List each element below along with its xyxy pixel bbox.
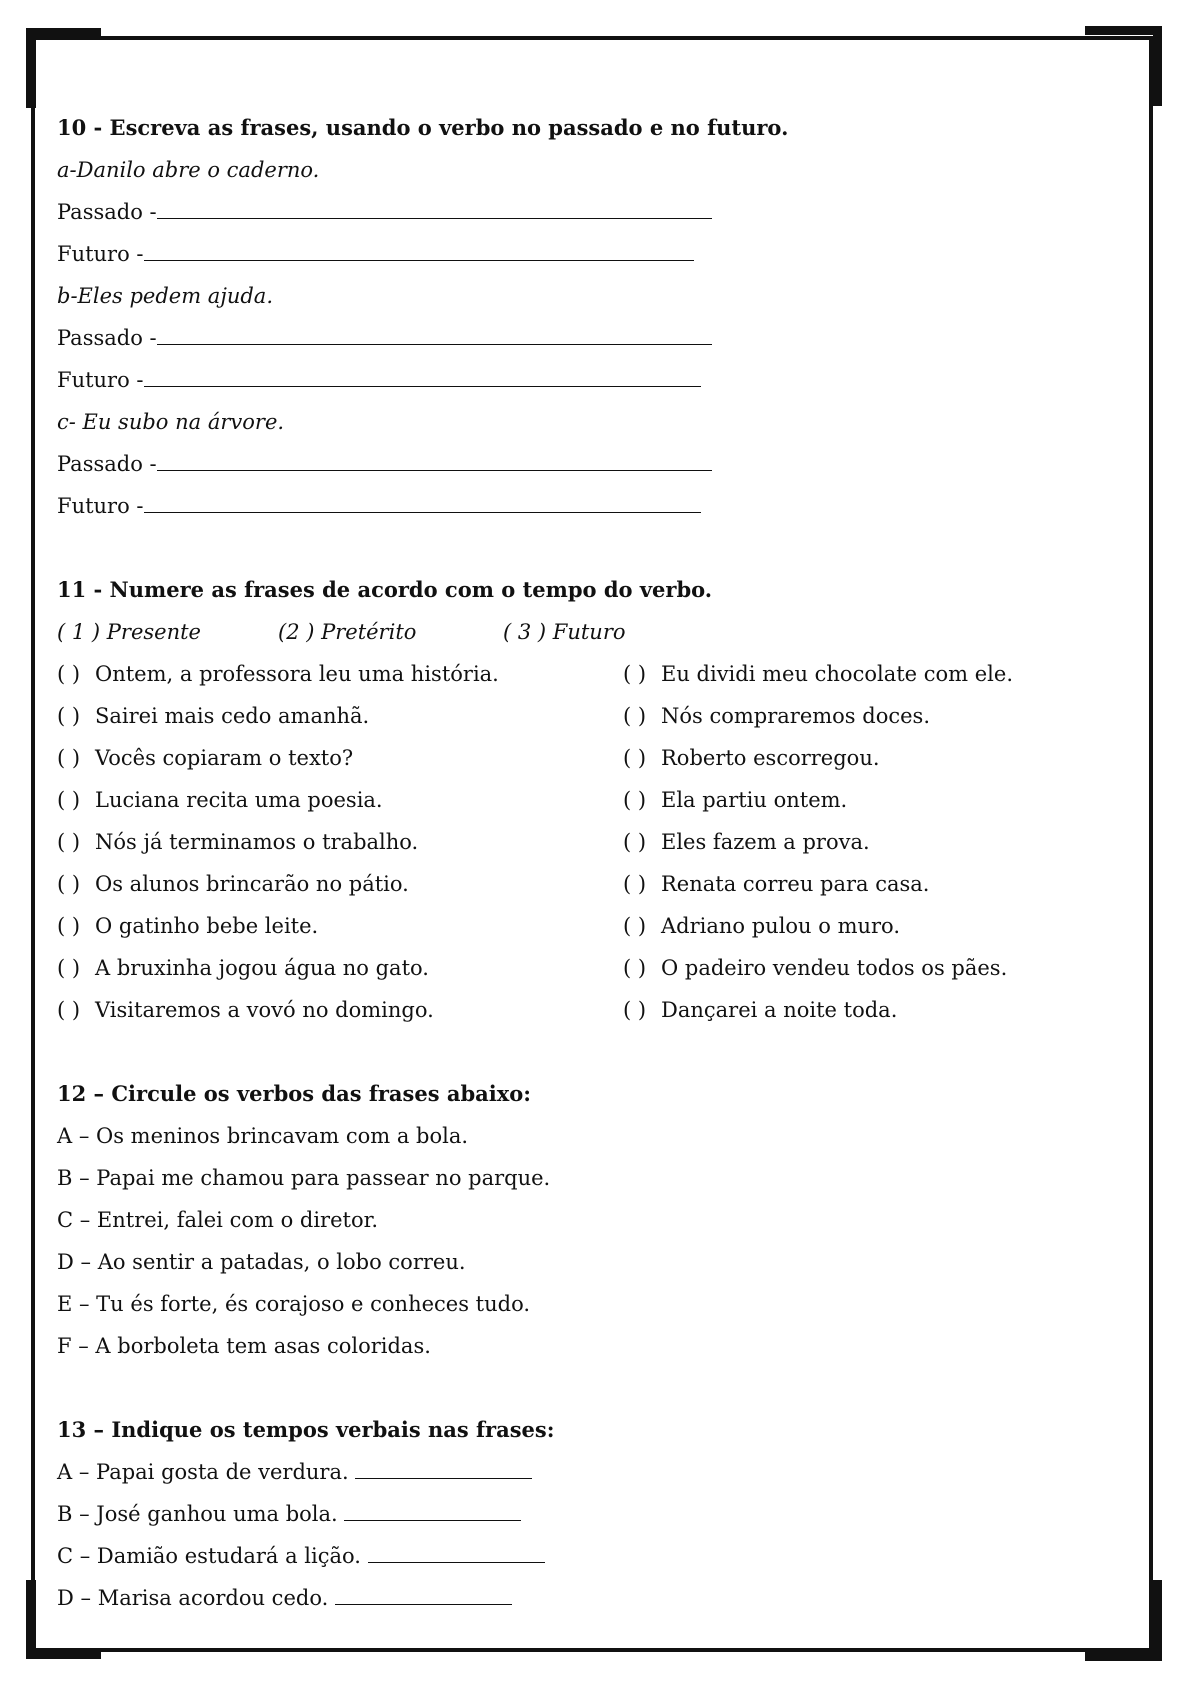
q13-item-c <box>57 1543 545 1569</box>
q11-right-item <box>623 703 930 729</box>
q11-right-item <box>623 787 847 813</box>
q11-title: 11 - Numere as frases de acordo com o tempo do verbo. <box>57 577 713 602</box>
q13-title: 13 – Indique os tempos verbais nas frases: <box>57 1417 555 1442</box>
q10-c-futuro <box>57 493 701 519</box>
q13-text: D – Marisa acordou cedo. <box>57 1586 329 1610</box>
passado-label: Passado - <box>57 326 157 350</box>
q11-legend-futuro: ( 3 ) Futuro <box>503 620 626 644</box>
q10-a-futuro <box>57 241 694 267</box>
answer-blank[interactable] <box>344 1502 521 1521</box>
q12-item: B – Papai me chamou para passear no parque. <box>57 1166 551 1190</box>
q10-sentence-c: c- Eu subo na árvore. <box>57 410 285 434</box>
q10-sentence-b: b-Eles pedem ajuda. <box>57 284 273 308</box>
q11-sentence: Sairei mais cedo amanhã. <box>95 704 370 728</box>
answer-parens[interactable]: ( ) <box>57 662 81 686</box>
q12-title: 12 – Circule os verbos das frases abaixo: <box>57 1081 531 1106</box>
q11-right-item <box>623 661 1013 687</box>
corner-mark <box>26 1580 36 1659</box>
q13-item-d <box>57 1585 512 1611</box>
q13-item-a <box>57 1459 532 1485</box>
q11-sentence: Eu dividi meu chocolate com ele. <box>661 662 1013 686</box>
answer-parens[interactable]: ( ) <box>57 872 81 896</box>
q11-sentence: Os alunos brincarão no pátio. <box>95 872 409 896</box>
corner-mark <box>1153 26 1162 106</box>
answer-parens[interactable]: ( ) <box>623 998 647 1022</box>
q11-left-item <box>57 955 429 981</box>
q11-sentence: Nós compraremos doces. <box>661 704 930 728</box>
answer-parens[interactable]: ( ) <box>57 746 81 770</box>
q11-legend-presente: ( 1 ) Presente <box>57 620 201 644</box>
q11-right-item <box>623 955 1007 981</box>
answer-parens[interactable]: ( ) <box>623 914 647 938</box>
q11-right-item <box>623 829 870 855</box>
answer-blank[interactable] <box>144 368 701 387</box>
q13-text: C – Damião estudará a lição. <box>57 1544 361 1568</box>
answer-parens[interactable]: ( ) <box>623 704 647 728</box>
answer-parens[interactable]: ( ) <box>623 788 647 812</box>
q11-left-item <box>57 745 353 771</box>
corner-mark <box>26 28 36 108</box>
answer-blank[interactable] <box>368 1544 545 1563</box>
q12-item: E – Tu és forte, és corajoso e conheces tudo. <box>57 1292 531 1316</box>
q13-text: B – José ganhou uma bola. <box>57 1502 338 1526</box>
answer-blank[interactable] <box>157 326 712 345</box>
answer-blank[interactable] <box>157 452 712 471</box>
answer-parens[interactable]: ( ) <box>623 662 647 686</box>
q11-sentence: A bruxinha jogou água no gato. <box>95 956 429 980</box>
q11-left-item <box>57 829 418 855</box>
q11-left-item <box>57 703 369 729</box>
q11-sentence: Adriano pulou o muro. <box>661 914 900 938</box>
q11-left-item <box>57 871 409 897</box>
answer-blank[interactable] <box>335 1586 512 1605</box>
q11-sentence: Dançarei a noite toda. <box>661 998 898 1022</box>
answer-parens[interactable]: ( ) <box>57 830 81 854</box>
answer-parens[interactable]: ( ) <box>57 704 81 728</box>
q11-sentence: Nós já terminamos o trabalho. <box>95 830 419 854</box>
futuro-label: Futuro - <box>57 368 144 392</box>
passado-label: Passado - <box>57 452 157 476</box>
q10-b-passado <box>57 325 712 351</box>
answer-parens[interactable]: ( ) <box>57 788 81 812</box>
q11-sentence: Roberto escorregou. <box>661 746 880 770</box>
q10-c-passado <box>57 451 712 477</box>
corner-mark <box>1085 1652 1162 1661</box>
q11-legend-preterito: (2 ) Pretérito <box>278 620 417 644</box>
q11-sentence: O gatinho bebe leite. <box>95 914 319 938</box>
corner-mark <box>1153 1580 1162 1661</box>
q11-left-item <box>57 913 318 939</box>
q12-item: C – Entrei, falei com o diretor. <box>57 1208 378 1232</box>
q11-sentence: Luciana recita uma poesia. <box>95 788 383 812</box>
q11-right-item <box>623 997 897 1023</box>
corner-mark <box>26 28 101 37</box>
answer-parens[interactable]: ( ) <box>623 830 647 854</box>
q11-sentence: Visitaremos a vovó no domingo. <box>95 998 434 1022</box>
answer-blank[interactable] <box>144 494 701 513</box>
q10-a-passado <box>57 199 712 225</box>
q11-sentence: Renata correu para casa. <box>661 872 930 896</box>
q11-right-item <box>623 913 900 939</box>
q10-sentence-a: a-Danilo abre o caderno. <box>57 158 320 182</box>
answer-blank[interactable] <box>144 242 694 261</box>
q11-sentence: Vocês copiaram o texto? <box>95 746 354 770</box>
q10-b-futuro <box>57 367 701 393</box>
q11-sentence: O padeiro vendeu todos os pães. <box>661 956 1008 980</box>
futuro-label: Futuro - <box>57 494 144 518</box>
futuro-label: Futuro - <box>57 242 144 266</box>
q13-text: A – Papai gosta de verdura. <box>57 1460 349 1484</box>
q11-sentence: Ela partiu ontem. <box>661 788 848 812</box>
answer-parens[interactable]: ( ) <box>623 746 647 770</box>
q11-left-item <box>57 997 434 1023</box>
answer-blank[interactable] <box>355 1460 532 1479</box>
passado-label: Passado - <box>57 200 157 224</box>
q12-item: A – Os meninos brincavam com a bola. <box>57 1124 469 1148</box>
q12-item: D – Ao sentir a patadas, o lobo correu. <box>57 1250 466 1274</box>
corner-mark <box>1085 26 1162 35</box>
q11-right-item <box>623 871 929 897</box>
answer-blank[interactable] <box>157 200 712 219</box>
answer-parens[interactable]: ( ) <box>57 914 81 938</box>
q11-right-item <box>623 745 880 771</box>
corner-mark <box>26 1650 101 1659</box>
q11-sentence: Ontem, a professora leu uma história. <box>95 662 499 686</box>
q11-sentence: Eles fazem a prova. <box>661 830 870 854</box>
answer-parens[interactable]: ( ) <box>57 998 81 1022</box>
answer-parens[interactable]: ( ) <box>623 872 647 896</box>
q11-left-item <box>57 787 383 813</box>
q11-left-item <box>57 661 499 687</box>
q13-item-b <box>57 1501 521 1527</box>
q12-item: F – A borboleta tem asas coloridas. <box>57 1334 431 1358</box>
answer-parens[interactable]: ( ) <box>623 956 647 980</box>
q10-title: 10 - Escreva as frases, usando o verbo no passado e no futuro. <box>57 115 789 140</box>
answer-parens[interactable]: ( ) <box>57 956 81 980</box>
